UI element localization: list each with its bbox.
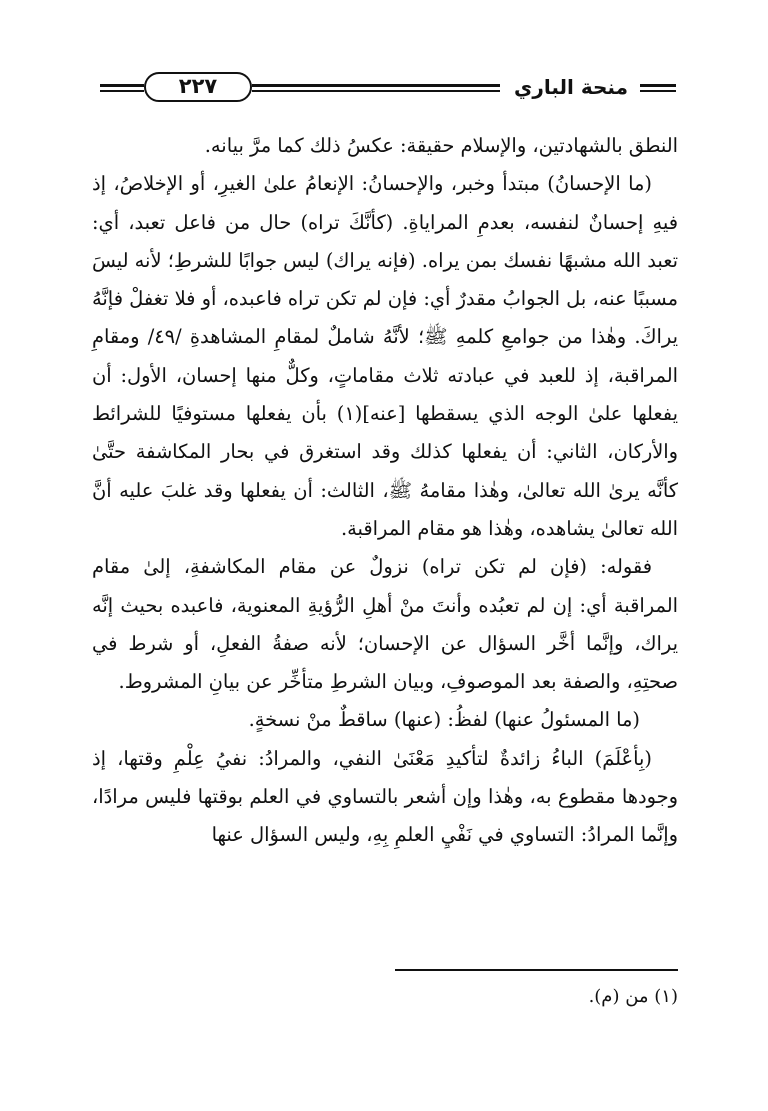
header-rule [100,90,144,92]
header-rule [640,84,676,87]
page-number: ٢٢٧ [144,72,252,102]
main-text [92,127,678,855]
paragraph: النطق بالشهادتين، والإسلام حقيقة: عكسُ ذلك كما مرَّ بيانه. [204,134,678,157]
paragraph: فقوله: (فإن لم تكن تراه) نزولٌ عن مقام المكاشفةِ، إلىٰ مقام المراقبة أي: إن لم تعبُده وأنتَ منْ أهلِ الرُّؤيةِ المعنوية، فاعبده بحيث إنَّه يراك، وإنَّما أخَّر السؤال عن الإحسان؛ لأنه صفةُ الفعلِ، أو شرط في صحتِهِ، والصفة بعد الموصوفِ، وبيان الشرطِ متأخِّر عن بيانِ المشروط. [92,555,678,694]
footnote-separator [395,969,678,971]
header-rule [640,90,676,92]
paragraph: (ما المسئولُ عنها) لفظُ: (عنها) ساقطٌ منْ نسخةٍ. [248,708,640,732]
footnote: (١) من (م). [588,986,678,1007]
paragraph: (ما الإحسانُ) مبتدأ وخبر، والإحسانُ: الإنعامُ علىٰ الغيرِ، أو الإخلاصُ، إذ فيهِ إحسانٌ لنفسه، بعدمِ المراياةِ. (كأنَّكَ تراه) حال من فاعل تعبد، أي: تعبد الله مشبهًا نفسك بمن يراه. (فإنه يراك) ليس جوابًا للشرطِ؛ لأنه ليسَ مسببًا عنه، بل الجوابُ مقدرٌ أي: فإن لم تكن تراه فاعبده، أو فلا تغفلْ فإنَّهُ يراكَ. وهٰذا من جوامعِ كلمهِ ﷺ؛ لأنَّهُ شاملٌ لمقامِ المشاهدةِ /٤٩/ ومقامِ المراقبة، إذ للعبد في عبادته ثلاث مقاماتٍ، وكلٌّ منها إحسان، الأول: أن يفعلها علىٰ الوجه الذي يسقطها [عنه](١) بأن يفعلها مستوفيًا للشرائط والأركان، الثاني: أن يفعلها كذلك وقد استغرق في بحار المكاشفة حتَّىٰ كأنَّه يرىٰ الله تعالىٰ، وهٰذا مقامهُ ﷺ، الثالث: أن يفعلها وقد غلبَ عليه أنَّ الله تعالىٰ يشاهده، وهٰذا هو مقام المراقبة. [92,172,678,540]
running-title: منحة الباري [514,75,628,99]
header-rule [252,90,500,92]
paragraph: (بِأعْلَمَ) الباءُ زائدةٌ لتأكيدِ مَعْنَىٰ النفي، والمرادُ: نفيُ عِلْمِ وقتها، إذ وجودها مقطوع به، وهٰذا وإن أشعر بالتساوي في العلم بوقتها فليس مرادًا، وإنَّما المرادُ: التساوي في نَفْيِ العلمِ بِهِ، وليس السؤال عنها [92,746,678,847]
header-rule [100,84,144,87]
header-rule [252,84,500,87]
page-header [100,72,676,112]
